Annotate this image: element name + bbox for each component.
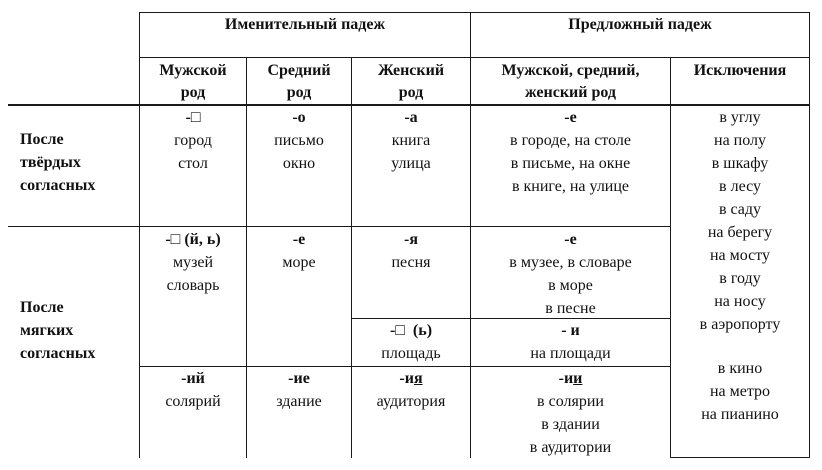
header-fem-line1: Женский xyxy=(377,62,445,79)
row-label-hard-line3: согласных xyxy=(20,177,96,194)
header-all-genders xyxy=(471,60,670,104)
soft-prep-word-1: в музее, в словаре xyxy=(509,254,632,271)
hard-neut-ending: -о xyxy=(292,109,306,126)
ii-prep-word-1: в солярии xyxy=(537,393,604,410)
exception-6: на берегу xyxy=(707,224,773,241)
row-label-soft-line1: После xyxy=(20,299,64,316)
header-neut xyxy=(247,60,351,104)
hard-prep-word-2: в письме, на окне xyxy=(510,155,631,172)
soft-fem-cell xyxy=(352,228,470,274)
ii-fem-ending-underlined: я xyxy=(413,370,423,387)
soft-prep2-cell xyxy=(471,319,670,365)
line-hard-bottom xyxy=(8,226,670,227)
line-col-right xyxy=(809,12,810,458)
hard-neut-cell xyxy=(247,106,351,175)
hard-masc-cell xyxy=(140,106,246,175)
line-subheader xyxy=(139,57,810,58)
soft-neut-word-1: море xyxy=(282,254,316,271)
soft-prep-ending: -е xyxy=(564,231,577,248)
exception-1: в углу xyxy=(719,109,761,126)
row-label-soft xyxy=(20,296,95,365)
row-label-hard-line2: твёрдых xyxy=(20,154,81,171)
header-masc-line1: Мужской xyxy=(159,62,227,79)
soft-prep2-word-1: на площади xyxy=(530,345,611,362)
soft-fem-ending: -я xyxy=(404,231,418,248)
hard-fem-word-1: книга xyxy=(391,132,431,149)
header-neut-line2: род xyxy=(286,84,312,101)
hard-neut-word-1: письмо xyxy=(274,132,324,149)
exceptions-cell xyxy=(671,106,809,426)
ii-fem-word-1: аудитория xyxy=(376,393,446,410)
soft-neut-cell xyxy=(247,228,351,274)
exception-9: на носу xyxy=(714,293,766,310)
exception-3: в шкафу xyxy=(711,155,769,172)
ii-neut-cell xyxy=(247,367,351,413)
hard-prep-cell xyxy=(471,106,670,198)
soft-masc-ending: -□ (й, ь) xyxy=(165,231,221,248)
hard-masc-ending: -□ xyxy=(185,109,201,126)
hard-fem-word-2: улица xyxy=(391,155,431,172)
soft-masc-word-1: музей xyxy=(172,254,214,271)
header-masc-line2: род xyxy=(180,84,206,101)
ii-neut-ending: -ие xyxy=(288,370,310,387)
soft-prep-cell xyxy=(471,228,670,320)
hard-neut-word-2: окно xyxy=(282,155,316,172)
header-exceptions: Исключения xyxy=(693,62,787,79)
line-bottom xyxy=(670,457,810,458)
hard-fem-ending: -а xyxy=(404,109,418,126)
ii-neut-word-1: здание xyxy=(276,393,322,410)
hard-prep-word-3: в книге, на улице xyxy=(511,178,630,195)
header-fem-line2: род xyxy=(398,84,424,101)
header-all-genders-line2: женский род xyxy=(525,84,616,101)
ii-prep-cell xyxy=(471,367,670,459)
exception-2: на полу xyxy=(714,132,766,149)
exception-4: в лесу xyxy=(719,178,761,195)
soft-masc-word-2: словарь xyxy=(166,277,220,294)
soft-prep2-ending: - и xyxy=(561,322,580,339)
soft-fem2-ending: -□ (ь) xyxy=(389,322,433,339)
row-label-soft-line2: мягких xyxy=(20,322,74,339)
exception-11: в кино xyxy=(717,360,763,377)
exception-13: на пианино xyxy=(701,406,779,423)
exception-5: в саду xyxy=(718,201,762,218)
ii-fem-ending xyxy=(352,367,470,390)
hard-fem-cell xyxy=(352,106,470,175)
header-neut-line1: Средний xyxy=(267,62,331,79)
soft-neut-ending: -е xyxy=(292,231,306,248)
ii-masc-ending: -ий xyxy=(181,370,205,387)
ii-prep-ending xyxy=(471,367,670,390)
ii-prep-ending-underlined: и xyxy=(573,370,583,387)
exception-8: в году xyxy=(719,270,761,287)
hard-masc-word-2: стол xyxy=(178,155,208,172)
soft-fem2-word-1: площадь xyxy=(381,345,441,362)
exception-12: на метро xyxy=(709,383,771,400)
ii-fem-ending-prefix: -и xyxy=(399,370,414,387)
ii-prep-word-2: в здании xyxy=(541,416,600,433)
ii-masc-cell xyxy=(140,367,246,413)
header-masc xyxy=(140,60,246,104)
row-label-hard-line1: После xyxy=(20,131,64,148)
header-nominative: Именительный падеж xyxy=(224,16,386,33)
header-prepositional: Предложный падеж xyxy=(568,16,712,33)
exceptions-gap xyxy=(671,336,809,357)
ii-prep-word-3: в аудитории xyxy=(529,439,612,456)
exception-7: на мосту xyxy=(709,247,771,264)
hard-prep-word-1: в городе, на столе xyxy=(510,132,631,149)
exception-10: в аэропорту xyxy=(699,316,781,333)
soft-prep-word-2: в море xyxy=(548,277,593,294)
soft-fem2-cell xyxy=(352,319,470,365)
row-label-hard xyxy=(20,128,95,197)
ii-masc-word-1: солярий xyxy=(165,393,221,410)
soft-fem-word-1: песня xyxy=(391,254,431,271)
header-fem xyxy=(352,60,470,104)
row-label-soft-line3: согласных xyxy=(20,345,96,362)
hard-masc-word-1: город xyxy=(174,132,212,149)
ii-prep-ending-prefix: -и xyxy=(558,370,574,387)
line-top xyxy=(139,12,810,13)
soft-masc-cell xyxy=(140,228,246,297)
ii-fem-cell xyxy=(352,367,470,413)
soft-prep-word-3: в песне xyxy=(545,300,596,317)
hard-prep-ending: -е xyxy=(564,109,577,126)
header-all-genders-line1: Мужской, средний, xyxy=(501,62,640,79)
